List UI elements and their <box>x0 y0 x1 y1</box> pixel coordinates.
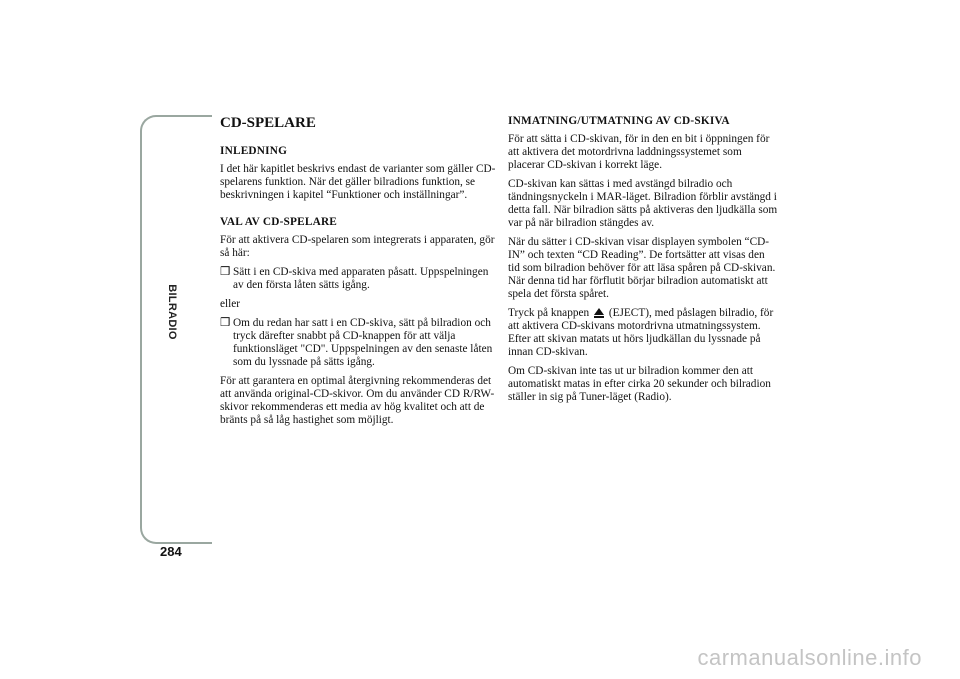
auto-reload-paragraph: Om CD-skivan inte tas ut ur bilradion kommer den att automatiskt matas in efter cirka 20 sekunder och bilradion ställer in sig på Tuner-läget (Radio). <box>508 365 771 403</box>
bullet-item <box>220 317 496 369</box>
insert-paragraph: För att sätta i CD-skivan, för in den en bit i öppningen för att aktivera det motordrivna laddningssystemet som placerar CD-skivan i korrekt läge. <box>508 133 770 171</box>
checkbox-bullet-icon: ❒ <box>220 317 231 329</box>
eject-text-before: Tryck på knappen <box>508 307 590 319</box>
chapter-side-label: BILRADIO <box>166 284 178 340</box>
left-column <box>220 115 496 433</box>
eject-text-after: (EJECT), med påslagen bilradio, för att aktivera CD-skivans motordrivna utmatningssystem. Efter att skivan matats ut hörs ljudkällan du lyssnade på innan CD-skivan. <box>508 307 774 358</box>
or-text: eller <box>220 298 241 310</box>
intro-paragraph: I det här kapitlet beskrivs endast de varianter som gäller CD-spelarens funktion. När det gäller bilradions funktion, se beskrivningen i kapitel “Funktioner och inställningar”. <box>220 163 496 201</box>
ignition-paragraph: CD-skivan kan sättas i med avstängd bilradio och tändningsnyckeln i MAR-läget. Bilradion förblir avstängd i detta fall. När bilradion sätts på aktiveras den ljudkälla som var på när bilradion stängdes av. <box>508 178 778 229</box>
eject-icon <box>594 308 604 315</box>
checkbox-bullet-icon: ❒ <box>220 266 231 278</box>
intro-heading: INLEDNING <box>220 145 288 157</box>
select-heading: VAL AV CD-SPELARE <box>220 216 338 228</box>
right-column <box>508 115 778 410</box>
bullet-text: Om du redan har satt i en CD-skiva, sätt på bilradion och tryck därefter snabbt på CD-knappen för att välja funktionsläget "CD". Uppspelningen av den senaste låten som du lyssnade på sätts igång. <box>233 317 493 368</box>
quality-paragraph: För att garantera en optimal återgivning rekommenderas det att använda original-CD-skivor. Om du använder CD R/RW-skivor rekommenderas ett media av hög kvalitet och att de bränts på så låg hastighet som möjligt. <box>220 375 495 426</box>
select-paragraph: För att aktivera CD-spelaren som integrerats i apparaten, gör så här: <box>220 234 495 259</box>
watermark: carmanualsonline.info <box>697 645 922 670</box>
bullet-item <box>220 266 496 292</box>
display-paragraph: När du sätter i CD-skivan visar displayen symbolen “CD-IN” och texten “CD Reading”. De fortsätter att visas den tid som bilradion behöver för att läsa spåren på CD-skivan. När denna tid har förflutit börjar bilradion automatiskt att spela det första spåret. <box>508 236 776 300</box>
page-number: 284 <box>160 544 182 559</box>
eject-heading: INMATNING/UTMATNING AV CD-SKIVA <box>508 115 730 127</box>
section-title: CD-SPELARE <box>220 115 316 131</box>
eject-paragraph <box>508 307 778 359</box>
bullet-text: Sätt i en CD-skiva med apparaten påsatt. Uppspelningen av den första låten sätts igång. <box>233 266 489 291</box>
